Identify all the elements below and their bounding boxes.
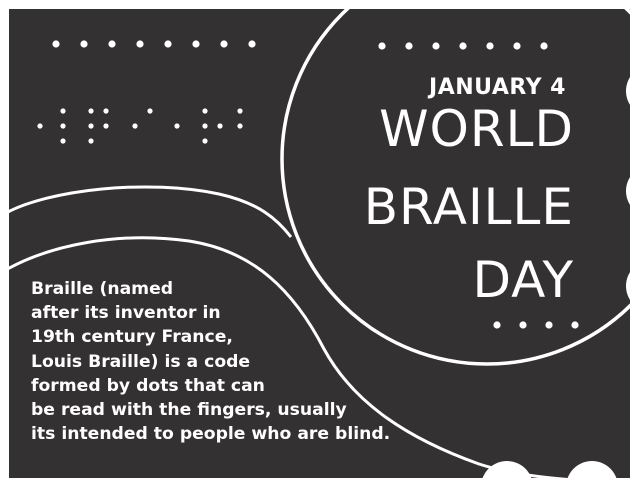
title-line-day: DAY <box>472 251 574 309</box>
description-line: its intended to people who are blind. <box>31 424 391 445</box>
braille-dots <box>37 108 242 143</box>
description-line: be read with the fingers, usually <box>31 400 347 421</box>
description-line: Louis Braille) is a code <box>31 351 251 372</box>
title-line-world: WORLD <box>379 100 574 158</box>
dot-row-top-right <box>378 42 547 49</box>
braille-day-card <box>9 9 630 478</box>
edge-circle-2 <box>626 165 630 217</box>
dot-row-top-left <box>52 40 255 47</box>
description-line: 19th century France, <box>31 327 233 348</box>
description-line: after its inventor in <box>31 303 221 324</box>
title-line-braille: BRAILLE <box>363 178 574 236</box>
bottom-circle-2 <box>566 461 618 478</box>
swoop-line-top <box>9 187 291 237</box>
event-date: JANUARY 4 <box>429 75 566 100</box>
description-text <box>31 277 471 446</box>
description-line: formed by dots that can <box>31 375 265 396</box>
description-line: Braille (named <box>31 279 174 299</box>
dot-row-under-title <box>493 321 578 328</box>
edge-circle-1 <box>626 65 630 117</box>
bottom-circle-1 <box>481 461 533 478</box>
